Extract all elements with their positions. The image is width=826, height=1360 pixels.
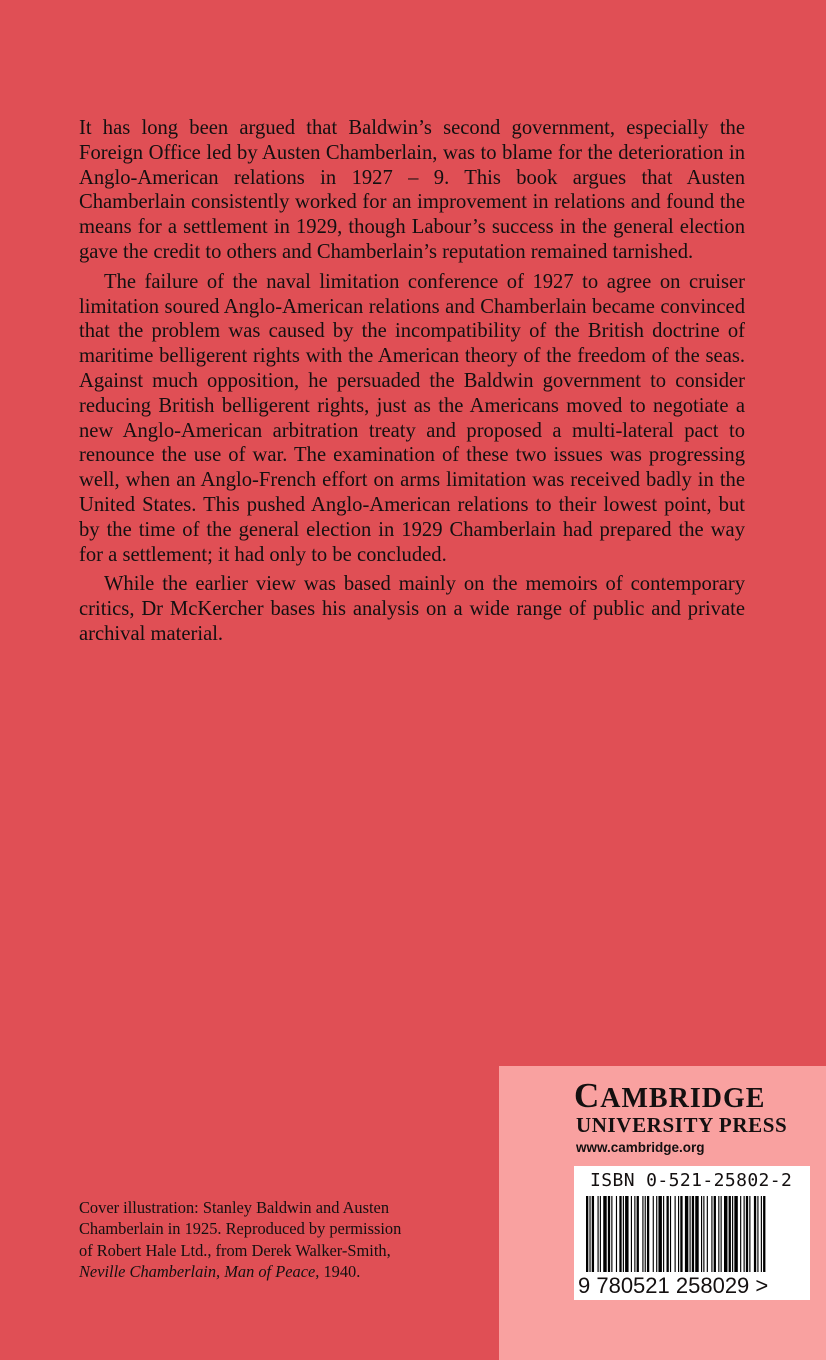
barcode-bar xyxy=(734,1196,737,1272)
barcode-bar xyxy=(744,1196,745,1272)
isbn-number: ISBN 0-521-25802-2 xyxy=(590,1170,793,1191)
barcode-bar xyxy=(763,1196,765,1272)
barcode-bar xyxy=(718,1196,719,1272)
barcode-bar xyxy=(740,1196,741,1272)
credit-year: 1940. xyxy=(319,1262,361,1282)
barcode-bar xyxy=(675,1196,676,1272)
barcode-bar xyxy=(637,1196,639,1272)
barcode-bar xyxy=(732,1196,733,1272)
barcode-bar xyxy=(754,1196,756,1272)
barcode-bar xyxy=(600,1196,601,1272)
barcode-bar xyxy=(619,1196,621,1272)
publisher-url: www.cambridge.org xyxy=(576,1140,705,1155)
barcode-bar xyxy=(623,1196,624,1272)
barcode-bar xyxy=(714,1196,716,1272)
barcode-bar xyxy=(634,1196,635,1272)
barcode-bar xyxy=(701,1196,702,1272)
back-cover-blurb xyxy=(79,116,745,647)
barcode-bar xyxy=(603,1196,606,1272)
barcode-bar xyxy=(663,1196,664,1272)
barcode-bar xyxy=(692,1196,694,1272)
credit-line: of Robert Hale Ltd., from Derek Walker-Smith, xyxy=(79,1240,391,1260)
barcode-bars xyxy=(582,1196,802,1278)
barcode-bar xyxy=(647,1196,649,1272)
cover-illustration-credit xyxy=(79,1197,489,1283)
barcode-bar xyxy=(586,1196,588,1272)
blurb-paragraph-3: While the earlier view was based mainly on the memoirs of contemporary critics, Dr McKercher bases his analysis on a wide range of public and private archival material. xyxy=(79,573,745,645)
barcode-bar xyxy=(711,1196,712,1272)
barcode-bar xyxy=(611,1196,612,1272)
publisher-logo-name: CAMBRIDGE xyxy=(574,1076,766,1115)
barcode-bar xyxy=(616,1196,617,1272)
barcode-bar xyxy=(749,1196,750,1272)
credit-book-title: Neville Chamberlain, Man of Peace, xyxy=(79,1262,320,1282)
barcode-bar xyxy=(680,1196,682,1272)
credit-line: Chamberlain in 1925. Reproduced by permission xyxy=(79,1219,402,1239)
blurb-paragraph-2: The failure of the naval limitation conference of 1927 to agree on cruiser limitation soured Anglo-American relations and Chamberlain became convinced that the problem was caused by the incompatibility of the British doctrine of maritime belligerent rights with the American theory of the freedom of the seas. Against much opposition, he persuaded the Baldwin government to consider reducing British belligerent rights, just as the Americans moved to negotiate a new Anglo-American arbitration treaty and proposed a multi-lateral pact to renounce the use of war. The examination of these two issues was progressing well, when an Anglo-French effort on arms limitation was received badly in the United States. This pushed Anglo-American relations to their lowest point, but by the time of the general election in 1929 Chamberlain had prepared the way for a settlement; it had only to be concluded. xyxy=(79,270,745,566)
barcode-bar xyxy=(721,1196,722,1272)
barcode-bar xyxy=(729,1196,731,1272)
barcode-bar xyxy=(653,1196,654,1272)
barcode-bar xyxy=(631,1196,632,1272)
barcode-bar xyxy=(656,1196,657,1272)
barcode-bar xyxy=(757,1196,758,1272)
credit-line: Cover illustration: Stanley Baldwin and Austen xyxy=(79,1198,390,1217)
barcode-bar xyxy=(695,1196,698,1272)
barcode-bar xyxy=(642,1196,643,1272)
barcode-bar xyxy=(625,1196,628,1272)
barcode-bar xyxy=(608,1196,610,1272)
barcode-bar xyxy=(667,1196,669,1272)
barcode-bar xyxy=(592,1196,594,1272)
barcode-bar xyxy=(685,1196,688,1272)
barcode-bar xyxy=(589,1196,590,1272)
barcode-bar xyxy=(690,1196,691,1272)
publisher-logo-press: UNIVERSITY PRESS xyxy=(576,1113,788,1137)
barcode-bar xyxy=(645,1196,646,1272)
barcode-bar xyxy=(746,1196,748,1272)
barcode-bar xyxy=(707,1196,708,1272)
ean-digits: 9 780521 258029 > xyxy=(578,1273,769,1298)
barcode-bar xyxy=(724,1196,727,1272)
barcode-bar xyxy=(598,1196,599,1272)
barcode-bar xyxy=(761,1196,762,1272)
barcode-bar xyxy=(678,1196,679,1272)
barcode-bar xyxy=(658,1196,661,1272)
barcode-bar xyxy=(703,1196,704,1272)
barcode-bar xyxy=(670,1196,671,1272)
blurb-paragraph-1: It has long been argued that Baldwin’s second government, especially the Foreign Office led by Austen Chamberlain, was to blame for the deterioration in Anglo-American relations in 1927 – 9. This book argues that Austen Chamberlain consistently worked for an improvement in relations and found the means for a settlement in 1929, though Labour’s success in the general election gave the credit to others and Chamberlain’s reputation remained tarnished. xyxy=(79,117,745,263)
